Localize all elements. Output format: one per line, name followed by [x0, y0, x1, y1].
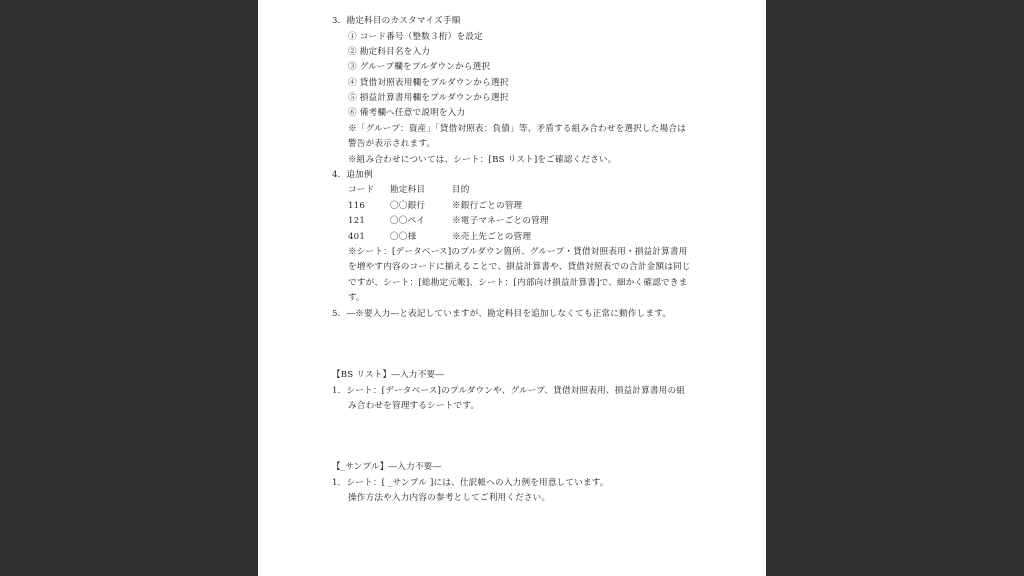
step-item: ⑤ 損益計算書用欄をプルダウンから選択: [348, 93, 509, 103]
bs-list-item-continued: み合わせを管理するシートです。: [348, 401, 480, 411]
note-line: す。: [348, 293, 365, 303]
section-heading-required: 5．―※要入力―と表記していますが、勘定科目を追加しなくても正常に動作します。: [332, 309, 672, 319]
note-line: ※組み合わせについては、シート：[BS リスト]をご確認ください。: [348, 155, 617, 165]
bs-list-heading: 【BS リスト】―入力不要―: [332, 370, 445, 380]
header-purpose: 目的: [452, 185, 470, 195]
sample-item-continued: 操作方法や入力内容の参考としてご利用ください。: [348, 493, 551, 503]
row-code: 401: [348, 232, 366, 242]
step-item: ③ グループ欄をプルダウンから選択: [348, 62, 491, 72]
sample-item: 1．シート：[ _サンプル ]には、仕訳帳への入力例を用意しています。: [332, 478, 609, 488]
header-code: コード: [348, 185, 375, 195]
document-page: [258, 0, 766, 576]
header-name: 勘定科目: [390, 185, 426, 195]
bs-list-item: 1．シート：[データベース]のプルダウンや、グループ、貸借対照表用、損益計算書用の組: [332, 386, 686, 396]
sample-heading: 【_サンプル】―入力不要―: [332, 462, 442, 472]
row-purpose: ※売上先ごとの管理: [452, 232, 532, 242]
example-table-header: [348, 184, 608, 196]
step-item: ⑥ 備考欄へ任意で説明を入力: [348, 108, 466, 118]
table-row: [348, 215, 608, 227]
section-heading-customize: 3．勘定科目のカスタマイズ手順: [332, 16, 461, 26]
note-line: ※「グループ：資産」「貸借対照表：負債」等、矛盾する組み合わせを選択した場合は: [348, 124, 686, 134]
note-line: ですが、シート：[総勘定元帳]、シート：[内部向け損益計算書]で、細かく確認できま: [348, 278, 688, 288]
note-line: を増やす内容のコードに揃えることで、損益計算書や、貸借対照表での合計金額は同じ: [348, 262, 691, 272]
row-purpose: ※銀行ごとの管理: [452, 201, 523, 211]
row-code: 116: [348, 201, 366, 211]
row-name: 〇〇銀行: [390, 201, 426, 211]
table-row: [348, 200, 608, 212]
row-name: 〇〇様: [390, 232, 417, 242]
note-line: 警告が表示されます。: [348, 139, 436, 149]
row-code: 121: [348, 216, 366, 226]
note-line: ※シート：[データベース]のプルダウン箇所、グループ・貸借対照表用・損益計算書用: [348, 247, 688, 257]
step-item: ② 勘定科目名を入力: [348, 47, 431, 57]
row-purpose: ※電子マネーごとの管理: [452, 216, 549, 226]
step-item: ① コード番号（整数３桁）を設定: [348, 32, 483, 42]
section-heading-examples: 4．追加例: [332, 170, 373, 180]
row-name: 〇〇ペイ: [390, 216, 426, 226]
step-item: ④ 貸借対照表用欄をプルダウンから選択: [348, 78, 509, 88]
table-row: [348, 231, 608, 243]
